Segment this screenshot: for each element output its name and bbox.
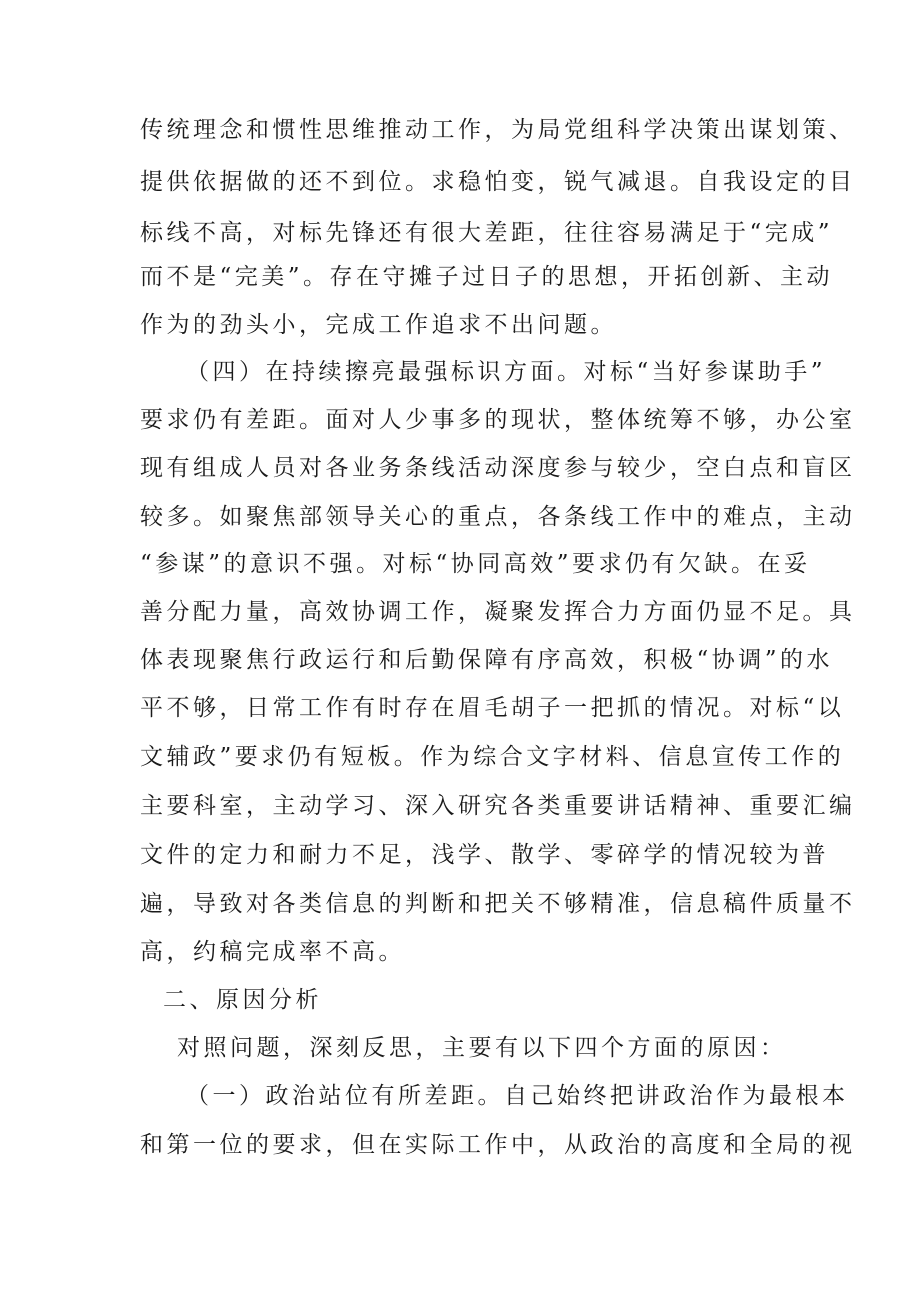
paragraph-line: 遍，导致对各类信息的判断和把关不够精准，信息稿件质量不 [140,891,856,917]
paragraph-line: 标线不高，对标先锋还有很大差距，往往容易满足于“完成” [140,220,834,246]
paragraph-line: 高，约稿完成率不高。 [140,939,405,965]
section-heading: 二、原因分析 [163,987,322,1013]
intro-line: 对照问题，深刻反思，主要有以下四个方面的原因： [177,1035,787,1061]
paragraph-line: 较多。如聚焦部领导关心的重点，各条线工作中的难点，主动 [140,504,856,530]
paragraph-line: 而不是“完美”。存在守摊子过日子的思想，开拓创新、主动 [140,264,834,290]
subsection-one-line: （一）政治站位有所差距。自己始终把讲政治作为最根本 [186,1083,849,1109]
paragraph-line: 文件的定力和耐力不足，浅学、散学、零碎学的情况较为普 [140,842,829,868]
paragraph-line: 主要科室，主动学习、深入研究各类重要讲话精神、重要汇编 [140,793,856,819]
paragraph-line: 文辅政”要求仍有短板。作为综合文字材料、信息宣传工作的 [140,744,845,770]
paragraph-line: “参谋”的意识不强。对标“协同高效”要求仍有欠缺。在妥 [140,551,811,577]
paragraph-line: 现有组成人员对各业务条线活动深度参与较少，空白点和盲区 [140,455,856,481]
paragraph-line: 传统理念和惯性思维推动工作，为局党组科学决策出谋划策、 [140,117,856,143]
paragraph-line: 作为的劲头小，完成工作追求不出问题。 [140,312,617,338]
paragraph-line: 善分配力量，高效协调工作，凝聚发挥合力方面仍显不足。具 [140,599,856,625]
paragraph-line: 要求仍有差距。面对人少事多的现状，整体统筹不够，办公室 [140,407,856,433]
section-four-heading-line: （四）在持续擦亮最强标识方面。对标“当好参谋助手” [186,359,827,385]
paragraph-line: 平不够，日常工作有时存在眉毛胡子一把抓的情况。对标“以 [140,695,845,721]
paragraph-line: 和第一位的要求，但在实际工作中，从政治的高度和全局的视 [140,1132,856,1158]
paragraph-line: 提供依据做的还不到位。求稳怕变，锐气减退。自我设定的目 [140,169,856,195]
paragraph-line: 体表现聚焦行政运行和后勤保障有序高效，积极“协调”的水 [140,647,834,673]
